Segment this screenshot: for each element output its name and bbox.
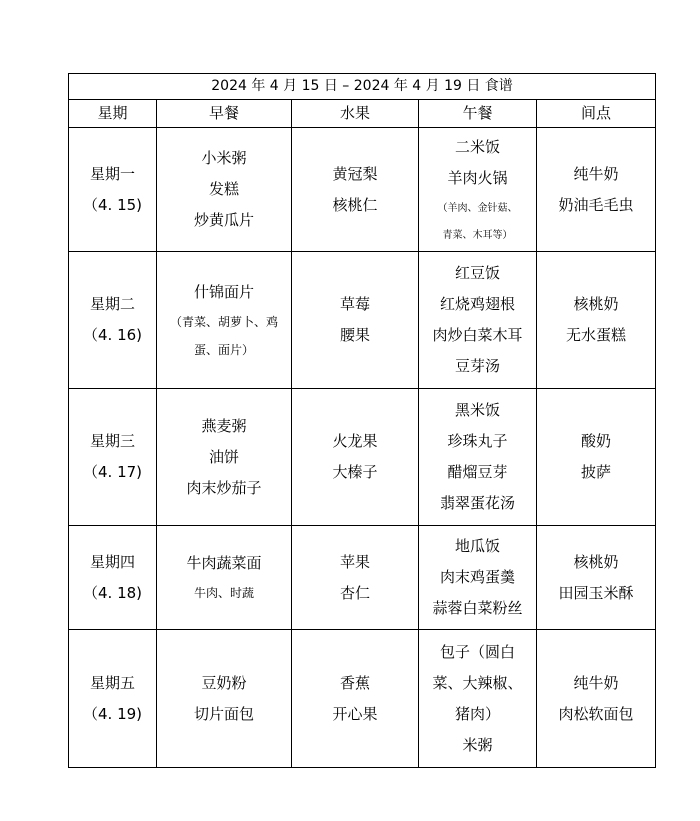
breakfast-cell bbox=[157, 630, 292, 768]
snack-cell bbox=[537, 252, 656, 389]
breakfast-cell bbox=[157, 389, 292, 526]
day-date: （4. 18) bbox=[82, 583, 143, 602]
menu-item: 醋熘豆芽 bbox=[447, 463, 508, 481]
menu-item: 小米粥 bbox=[201, 149, 247, 167]
menu-item: 火龙果 bbox=[332, 432, 378, 450]
menu-item: 纯牛奶 bbox=[573, 164, 619, 183]
header-fruit: 水果 bbox=[292, 100, 419, 128]
menu-item: 米粥 bbox=[462, 735, 493, 754]
day-cell bbox=[69, 630, 157, 768]
menu-item: 核桃仁 bbox=[332, 195, 378, 214]
menu-item: 包子（圆白 bbox=[439, 642, 515, 661]
title-row bbox=[69, 74, 656, 100]
menu-note: （青菜、胡萝卜、鸡 bbox=[169, 314, 278, 329]
day-name: 星期一 bbox=[89, 164, 135, 183]
snack-cell bbox=[537, 630, 656, 768]
menu-item: 黄冠梨 bbox=[332, 164, 378, 183]
menu-item: 杏仁 bbox=[339, 583, 370, 602]
day-cell bbox=[69, 252, 157, 389]
menu-item: 豆芽汤 bbox=[454, 357, 500, 375]
menu-item: 切片面包 bbox=[193, 704, 254, 723]
day-date: （4. 16) bbox=[82, 326, 143, 344]
day-name: 星期三 bbox=[89, 432, 135, 450]
header-weekday: 星期 bbox=[69, 100, 157, 128]
menu-item: 披萨 bbox=[581, 463, 612, 481]
menu-item: 大榛子 bbox=[332, 463, 378, 481]
menu-item: 酸奶 bbox=[581, 432, 612, 450]
menu-table bbox=[68, 73, 656, 768]
day-cell bbox=[69, 128, 157, 252]
header-breakfast: 早餐 bbox=[157, 100, 292, 128]
day-name: 星期五 bbox=[89, 673, 135, 692]
table-row bbox=[69, 128, 656, 252]
menu-item: 纯牛奶 bbox=[573, 673, 619, 692]
snack-cell bbox=[537, 526, 656, 630]
menu-note: 青菜、木耳等） bbox=[442, 229, 513, 241]
menu-item: 肉炒白菜木耳 bbox=[432, 326, 523, 344]
menu-item: 地瓜饭 bbox=[454, 537, 500, 555]
menu-item: 苹果 bbox=[339, 552, 370, 571]
menu-item: 燕麦粥 bbox=[201, 416, 247, 435]
menu-item: 油饼 bbox=[208, 447, 239, 466]
lunch-cell bbox=[419, 128, 537, 252]
breakfast-cell bbox=[157, 526, 292, 630]
menu-item: 什锦面片 bbox=[193, 282, 254, 301]
menu-item: 肉松软面包 bbox=[558, 704, 634, 723]
snack-cell bbox=[537, 389, 656, 526]
menu-item: 开心果 bbox=[332, 704, 378, 723]
table-row bbox=[69, 526, 656, 630]
menu-item: 二米饭 bbox=[454, 137, 500, 156]
menu-item: 无水蛋糕 bbox=[566, 326, 627, 344]
menu-item: 奶油毛毛虫 bbox=[558, 195, 634, 214]
table-row bbox=[69, 252, 656, 389]
menu-item: 草莓 bbox=[339, 295, 370, 313]
menu-item: 红豆饭 bbox=[454, 264, 500, 282]
breakfast-cell bbox=[157, 128, 292, 252]
menu-item: 黑米饭 bbox=[454, 401, 500, 419]
fruit-cell bbox=[292, 526, 419, 630]
menu-item: 牛肉蔬菜面 bbox=[186, 554, 262, 572]
fruit-cell bbox=[292, 128, 419, 252]
day-cell bbox=[69, 526, 157, 630]
breakfast-cell bbox=[157, 252, 292, 389]
day-name: 星期二 bbox=[89, 295, 135, 313]
table-row bbox=[69, 630, 656, 768]
menu-item: 肉末炒茄子 bbox=[186, 478, 262, 497]
lunch-cell bbox=[419, 630, 537, 768]
menu-item: 核桃奶 bbox=[573, 552, 619, 571]
menu-item: 核桃奶 bbox=[573, 295, 619, 313]
menu-item: 羊肉火锅 bbox=[447, 168, 508, 187]
lunch-cell bbox=[419, 389, 537, 526]
day-name: 星期四 bbox=[89, 552, 135, 571]
menu-item: 肉末鸡蛋羹 bbox=[439, 568, 515, 586]
menu-item: 田园玉米酥 bbox=[558, 583, 634, 602]
lunch-cell bbox=[419, 526, 537, 630]
menu-item: 菜、大辣椒、 bbox=[432, 673, 523, 692]
menu-item: 猪肉） bbox=[454, 704, 500, 723]
menu-item: 珍珠丸子 bbox=[447, 432, 508, 450]
menu-item: 蒜蓉白菜粉丝 bbox=[432, 599, 523, 617]
day-cell bbox=[69, 389, 157, 526]
menu-note: （羊肉、金针菇、 bbox=[437, 202, 518, 214]
menu-note: 牛肉、时蔬 bbox=[193, 586, 254, 600]
menu-item: 发糕 bbox=[208, 180, 239, 198]
header-lunch: 午餐 bbox=[419, 100, 537, 128]
menu-note: 蛋、面片） bbox=[193, 342, 254, 357]
menu-item: 香蕉 bbox=[339, 673, 370, 692]
menu-item: 豆奶粉 bbox=[201, 673, 247, 692]
snack-cell bbox=[537, 128, 656, 252]
menu-item: 翡翠蛋花汤 bbox=[439, 494, 515, 512]
fruit-cell bbox=[292, 389, 419, 526]
day-date: （4. 15) bbox=[82, 195, 143, 214]
table-row bbox=[69, 389, 656, 526]
header-snack: 间点 bbox=[537, 100, 656, 128]
fruit-cell bbox=[292, 252, 419, 389]
menu-title: 2024 年 4 月 15 日 – 2024 年 4 月 19 日 食谱 bbox=[69, 74, 656, 100]
header-row bbox=[69, 100, 656, 128]
day-date: （4. 19) bbox=[82, 704, 143, 723]
menu-item: 红烧鸡翅根 bbox=[439, 295, 515, 313]
lunch-cell bbox=[419, 252, 537, 389]
fruit-cell bbox=[292, 630, 419, 768]
day-date: （4. 17) bbox=[82, 463, 143, 481]
menu-item: 炒黄瓜片 bbox=[193, 211, 254, 229]
menu-item: 腰果 bbox=[339, 326, 370, 344]
